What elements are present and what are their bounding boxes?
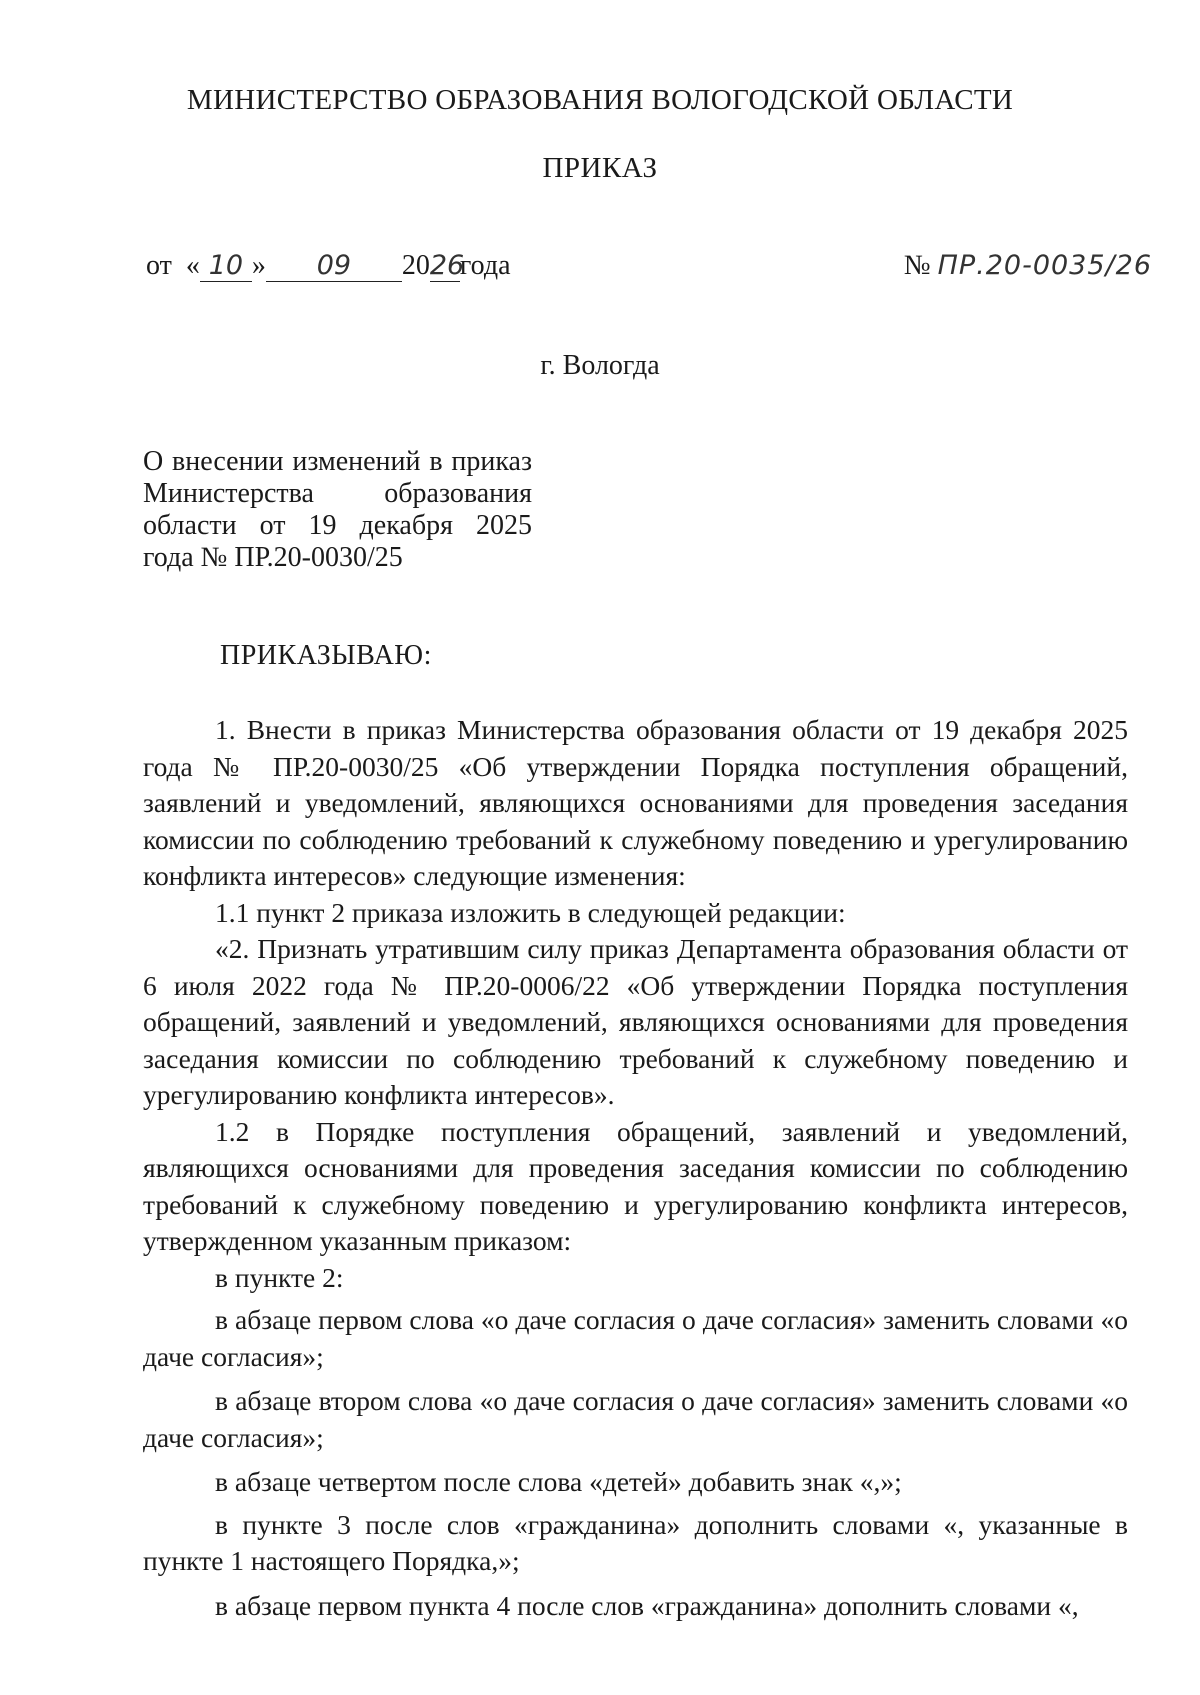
date-month: 09 bbox=[266, 253, 402, 282]
order-body bbox=[143, 712, 1128, 1624]
ministry-heading: МИНИСТЕРСТВО ОБРАЗОВАНИЯ ВОЛОГОДСКОЙ ОБЛАСТИ bbox=[186, 84, 1014, 116]
paragraph-1-2: 1.2 в Порядке поступления обращений, заявлений и уведомлений, являющихся основаниями для проведения заседания комиссии по соблюдению требований к служебному поведению и урегулированию конфликта интересов, утвержденном указанным приказом: bbox=[143, 1115, 1128, 1256]
order-directive-word: ПРИКАЗЫВАЮ: bbox=[220, 640, 432, 671]
paragraph-point-3: в пункте 3 после слов «гражданина» дополнить словами «, указанные в пункте 1 настоящего Порядка,»; bbox=[143, 1508, 1128, 1576]
paragraph-point-2: в пункте 2: bbox=[215, 1261, 344, 1293]
paragraph-point-4: в абзаце первом пункта 4 после слов «гражданина» дополнить словами «, bbox=[215, 1589, 1079, 1621]
paragraph-abzac-1: в абзаце первом слова «о даче согласия о даче согласия» заменить словами «о даче согласия»; bbox=[143, 1304, 1128, 1372]
date-year-word: года bbox=[459, 250, 511, 281]
order-subject bbox=[143, 446, 532, 574]
date-close-quote: » bbox=[251, 250, 266, 281]
subject-line-4: года № ПР.20-0030/25 bbox=[143, 542, 403, 573]
number-prefix: № bbox=[903, 250, 931, 281]
date-prefix: от bbox=[146, 250, 172, 281]
paragraph-1: 1. Внести в приказ Министерства образования области от 19 декабря 2025 года № ПР.20-0030/25 «Об утверждении Порядка поступления обращений, заявлений и уведомлений, являющихся основаниями для проведения заседания комиссии по соблюдению требований к служебному поведению и урегулированию конфликта интересов» следующие изменения: bbox=[143, 714, 1128, 891]
date-day: 10 bbox=[200, 253, 252, 282]
number-value: ПР.20-0035/26 bbox=[937, 250, 1152, 281]
document-type-heading: ПРИКАЗ bbox=[542, 152, 658, 184]
date-year-prefix: 20 bbox=[401, 250, 430, 281]
subject-line-1: О внесении изменений в приказ bbox=[143, 446, 532, 477]
order-number bbox=[904, 250, 1152, 282]
order-date bbox=[146, 250, 511, 282]
paragraph-quoted-2: «2. Признать утратившим силу приказ Департамента образования области от 6 июля 2022 года № ПР.20-0006/22 «Об утверждении Порядка поступления обращений, заявлений и уведомлений, являющихся основаниями для проведения заседания комиссии по соблюдению требований к служебному поведению и урегулированию конфликта интересов». bbox=[143, 933, 1128, 1110]
paragraph-1-1: 1.1 пункт 2 приказа изложить в следующей редакции: bbox=[215, 896, 846, 928]
paragraph-abzac-2: в абзаце втором слова «о даче согласия о даче согласия» заменить словами «о даче согласия»; bbox=[143, 1385, 1128, 1453]
subject-line-3: области от 19 декабря 2025 bbox=[143, 510, 532, 541]
date-open-quote: « bbox=[185, 250, 200, 281]
city-line: г. Вологда bbox=[540, 350, 660, 381]
paragraph-abzac-4: в абзаце четвертом после слова «детей» добавить знак «,»; bbox=[215, 1466, 902, 1497]
date-year-suffix: 26 bbox=[429, 250, 465, 281]
subject-line-2: Министерства образования bbox=[143, 478, 532, 509]
